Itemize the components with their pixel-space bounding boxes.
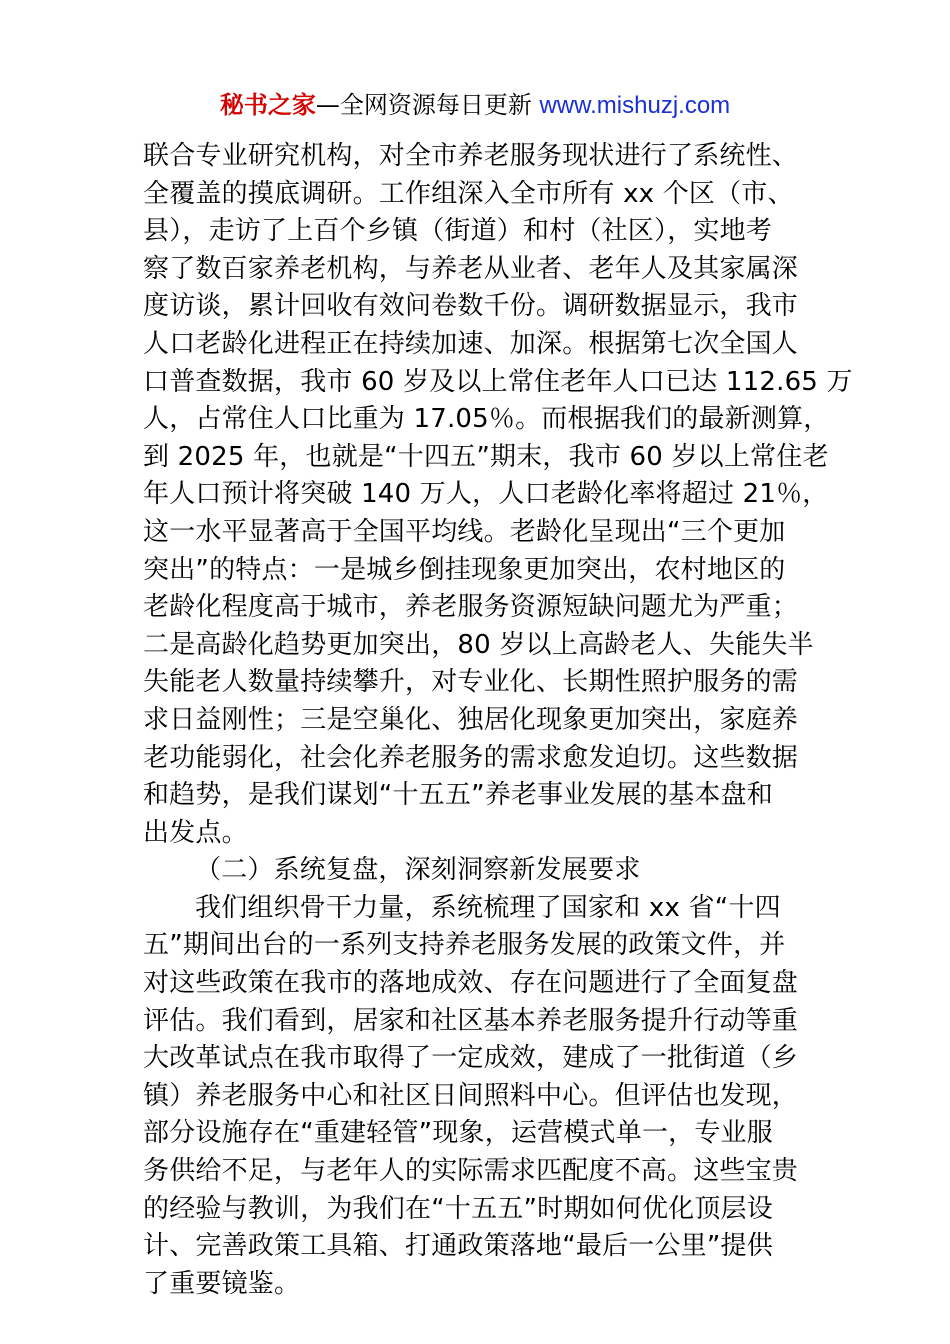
text-line: 人，占常住人口比重为 17.05％。而根据我们的最新测算， (143, 404, 830, 435)
site-brand: 秘书之家 (219, 91, 316, 119)
text-line: 部分设施存在“重建轻管”现象，运营模式单一，专业服 (143, 1118, 773, 1149)
text-line: 年人口预计将突破 140 万人，人口老龄化率将超过 21％， (143, 479, 829, 510)
text-line: 的经验与教训，为我们在“十五五”时期如何优化顶层设 (143, 1193, 773, 1224)
text-line: 评估。我们看到，居家和社区基本养老服务提升行动等重 (143, 1005, 799, 1036)
site-slogan: —全网资源每日更新 (315, 91, 540, 119)
text-line: 对这些政策在我市的落地成效、存在问题进行了全面复盘 (143, 968, 799, 999)
document-body (143, 138, 853, 1303)
text-line: 全覆盖的摸底调研。工作组深入全市所有 xx 个区（市、 (143, 178, 794, 209)
text-line: 务供给不足，与老年人的实际需求匹配度不高。这些宝贵 (143, 1156, 799, 1187)
text-line: 计、完善政策工具箱、打通政策落地“最后一公里”提供 (143, 1231, 773, 1262)
text-line: 求日益刚性；三是空巢化、独居化现象更加突出，家庭养 (143, 704, 799, 735)
site-header (0, 88, 950, 123)
text-line: 老龄化程度高于城市，养老服务资源短缺问题尤为严重； (143, 592, 799, 623)
text-line: 我们组织骨干力量，系统梳理了国家和 xx 省“十四 (195, 892, 781, 923)
text-line: 察了数百家养老机构，与养老从业者、老年人及其家属深 (143, 253, 799, 284)
text-line: 大改革试点在我市取得了一定成效，建成了一批街道（乡 (143, 1043, 799, 1074)
text-line: 老功能弱化，社会化养老服务的需求愈发迫切。这些数据 (143, 742, 799, 773)
text-line: 和趋势，是我们谋划“十五五”养老事业发展的基本盘和 (143, 780, 773, 811)
text-line: （二）系统复盘，深刻洞察新发展要求 (195, 855, 641, 886)
text-line: 联合专业研究机构，对全市养老服务现状进行了系统性、 (143, 141, 799, 171)
text-line: 县），走访了上百个乡镇（街道）和村（社区），实地考 (143, 216, 773, 247)
text-line: 了重要镜鉴。 (143, 1268, 301, 1299)
text-line: 二是高龄化趋势更加突出，80 岁以上高龄老人、失能失半 (143, 629, 814, 660)
text-line: 度访谈，累计回收有效问卷数千份。调研数据显示，我市 (143, 291, 799, 322)
text-line: 突出”的特点：一是城乡倒挂现象更加突出，农村地区的 (143, 554, 786, 585)
text-line: 失能老人数量持续攀升，对专业化、长期性照护服务的需 (143, 667, 799, 698)
text-line: 人口老龄化进程正在持续加速、加深。根据第七次全国人 (143, 328, 799, 359)
text-line: 这一水平显著高于全国平均线。老龄化呈现出“三个更加 (143, 516, 786, 547)
text-line: 镇）养老服务中心和社区日间照料中心。但评估也发现， (143, 1080, 799, 1111)
text-line: 出发点。 (143, 817, 248, 848)
text-line: 到 2025 年，也就是“十四五”期末，我市 60 岁以上常住老 (143, 441, 829, 472)
text-line: 口普查数据，我市 60 岁及以上常住老年人口已达 112.65 万 (143, 366, 853, 397)
site-url-link[interactable]: www.mishuzj.com (539, 92, 731, 119)
text-line: 五”期间出台的一系列支持养老服务发展的政策文件，并 (143, 930, 786, 961)
